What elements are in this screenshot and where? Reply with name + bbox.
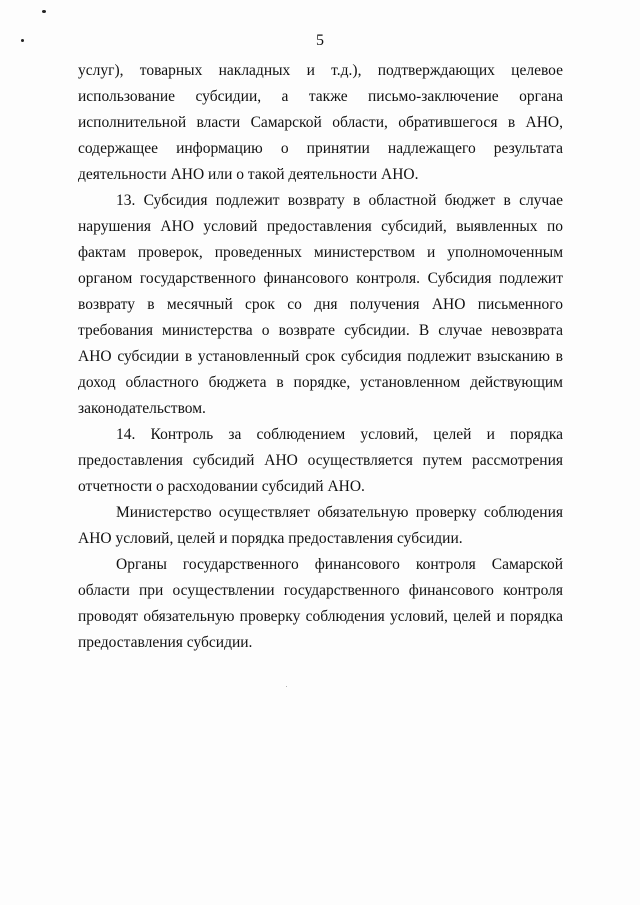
paragraph-item-13: 13. Субсидия подлежит возврату в областной бюджет в случае нарушения АНО условий предоставления субсидий, выявленных по фактам проверок, проведенных министерством и уполномоченным органом государственного финансового контроля. Субсидия подлежит возврату в месячный срок со дня получения АНО письменного требования министерства о возврате субсидии. В случае невозврата АНО субсидии в установленный срок субсидия подлежит взысканию в доход областного бюджета в порядке, установленном действующим законодательством.: [78, 192, 563, 417]
paragraph-item-14: 14. Контроль за соблюдением условий, целей и порядка предоставления субсидий АНО осуществляется путем рассмотрения отчетности о расходовании субсидий АНО.: [78, 426, 563, 495]
paragraph-continuation: услуг), товарных накладных и т.д.), подтверждающих целевое использование субсидии, а также письмо-заключение органа исполнительной власти Самарской области, обратившегося в АНО, содержащее информацию о принятии надлежащего результата деятельности АНО или о такой деятельности АНО.: [78, 62, 563, 183]
page-number: 5: [316, 32, 324, 49]
scan-speck: [42, 10, 46, 13]
document-body: [78, 58, 563, 656]
paragraph-ministry-check: Министерство осуществляет обязательную проверку соблюдения АНО условий, целей и порядка предоставления субсидии.: [78, 504, 563, 547]
scan-speck: [286, 686, 287, 687]
paragraph-financial-control: Органы государственного финансового контроля Самарской области при осуществлении государственного финансового контроля проводят обязательную проверку соблюдения условий, целей и порядка предоставления субсидии.: [78, 556, 563, 651]
